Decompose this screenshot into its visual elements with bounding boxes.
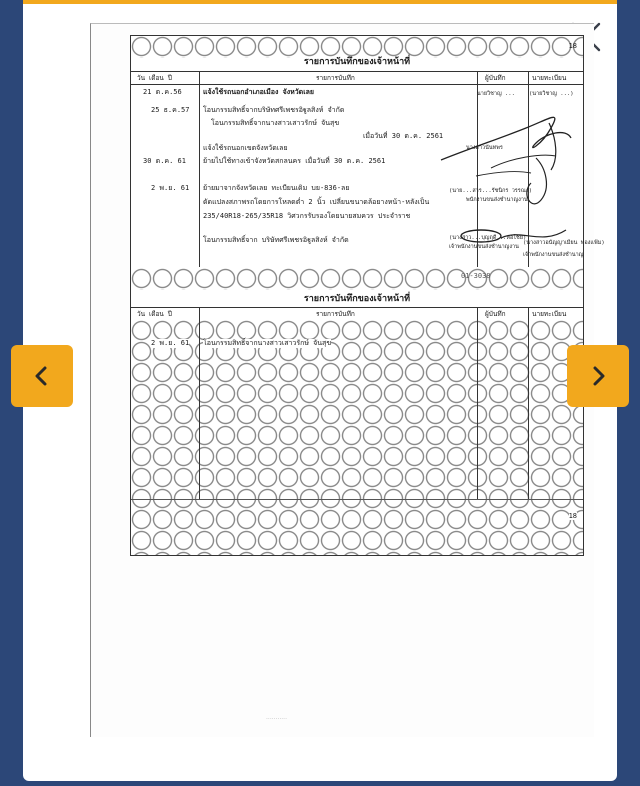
scanned-document-page — [90, 23, 605, 737]
entry-date: 21 ต.ค.56 — [143, 88, 182, 96]
entry-text: โอนกรรมสิทธิ์จากบริษัทศรีเพชรอิฐูลสิงห์ จำกัด — [203, 106, 345, 114]
col-details-header: รายการบันทึก — [316, 74, 355, 82]
chevron-right-icon — [586, 364, 610, 388]
page-number-top: 18 — [568, 42, 577, 50]
column-divider — [199, 307, 200, 499]
entry-text: โอนกรรมสิทธิ์จากนางสาวเสาวรักษ์ จันสุข — [203, 339, 332, 347]
security-pattern-divider — [131, 268, 583, 290]
image-viewer-modal — [23, 4, 617, 781]
col-registrar-header: นายทะเบียน — [532, 310, 567, 318]
entry-text: แจ้งใช้รถนอกอำเภอเมือง จังหวัดเลย — [203, 88, 315, 96]
next-image-button[interactable] — [567, 345, 629, 407]
column-divider — [528, 307, 529, 499]
entry-date: 30 ต.ค. 61 — [143, 157, 186, 165]
section1-title: รายการบันทึกของเจ้าหน้าที่ — [131, 53, 583, 71]
signature-stamp: เจ้าพนักงานขนส่งชำนาญ — [523, 252, 584, 258]
entry-text: ย้ายมาจากจังหวัดเลย ทะเบียนเดิม บย-836-ลย — [203, 184, 350, 192]
faint-scan-mark: ........... — [266, 714, 287, 721]
handwritten-signature — [441, 216, 581, 256]
col-details-header: รายการบันทึก — [316, 310, 355, 318]
entry-date: 2 พ.ย. 61 — [151, 339, 190, 347]
vehicle-registration-record — [130, 35, 605, 556]
signature-stamp: เจ้าพนักงานขนส่งชำนาญงาน — [449, 244, 519, 250]
entry-date: 25 ธ.ค.57 — [151, 106, 190, 114]
section2-title: รายการบันทึกของเจ้าหน้าที่ — [131, 290, 583, 308]
page-number-bottom: 18 — [568, 512, 577, 520]
col-registrar-header: นายทะเบียน — [532, 74, 567, 82]
column-divider — [477, 307, 478, 499]
col-recorder-header: ผู้บันทึก — [485, 74, 506, 82]
entry-text: ย้ายไปใช้ทางเข้าจังหวัดสกลนคร เมื่อวันที่ 30 ต.ค. 2561 — [203, 157, 386, 165]
entry-text: เมื่อวันที่ 30 ต.ค. 2561 — [363, 132, 444, 140]
previous-image-button[interactable] — [11, 345, 73, 407]
col-date-header: วัน เดือน ปี — [137, 74, 172, 82]
entry-text: ดัดแปลงสภาพรถโดยการโหลดต่ำ 2 นิ้ว เปลี่ยนขนาดล้อยางหน้า-หลังเป็น — [203, 198, 430, 206]
document-serial: 01-3038 — [461, 272, 491, 280]
section2-bottom-line — [131, 499, 583, 500]
signature-stamp: นางสาวนันทพร — [466, 145, 503, 151]
signature-stamp: (นายวิชาญ ...) — [529, 91, 574, 97]
signature-stamp: พนักงานขนส่งชำนาญงาน — [466, 197, 528, 203]
entry-text: โอนกรรมสิทธิ์จากนางสาวเสาวรักษ์ จันสุข — [211, 119, 340, 127]
entry-text: แจ้งใช้รถนอกเขตจังหวัดเลย — [203, 144, 288, 152]
signature-stamp: (นางสาวอนัญญาเมียน ทองแฟ้ม) — [523, 240, 605, 246]
signature-stamp: (นาย...สาร...รัชนิกร วรรณะ) — [449, 188, 533, 194]
entry-text: โอนกรรมสิทธิ์จาก บริษัทศรีเพชรอิฐูลสิงห์ จำกัด — [203, 236, 349, 244]
entry-date: 2 พ.ย. 61 — [151, 184, 190, 192]
col-recorder-header: ผู้บันทึก — [485, 310, 506, 318]
chevron-left-icon — [30, 364, 54, 388]
signature-stamp: (นางสาว...บุญฤดี...หอไชย) — [449, 235, 527, 241]
signature-stamp: นายวิชาญ ... — [477, 91, 515, 97]
column-divider — [199, 71, 200, 267]
entry-text: 235/40R18-265/35R18 วิศวกรรับรองโดยนายสมควร ประจำราช — [203, 212, 411, 220]
col-date-header: วัน เดือน ปี — [137, 310, 172, 318]
handwritten-signature — [461, 148, 581, 208]
